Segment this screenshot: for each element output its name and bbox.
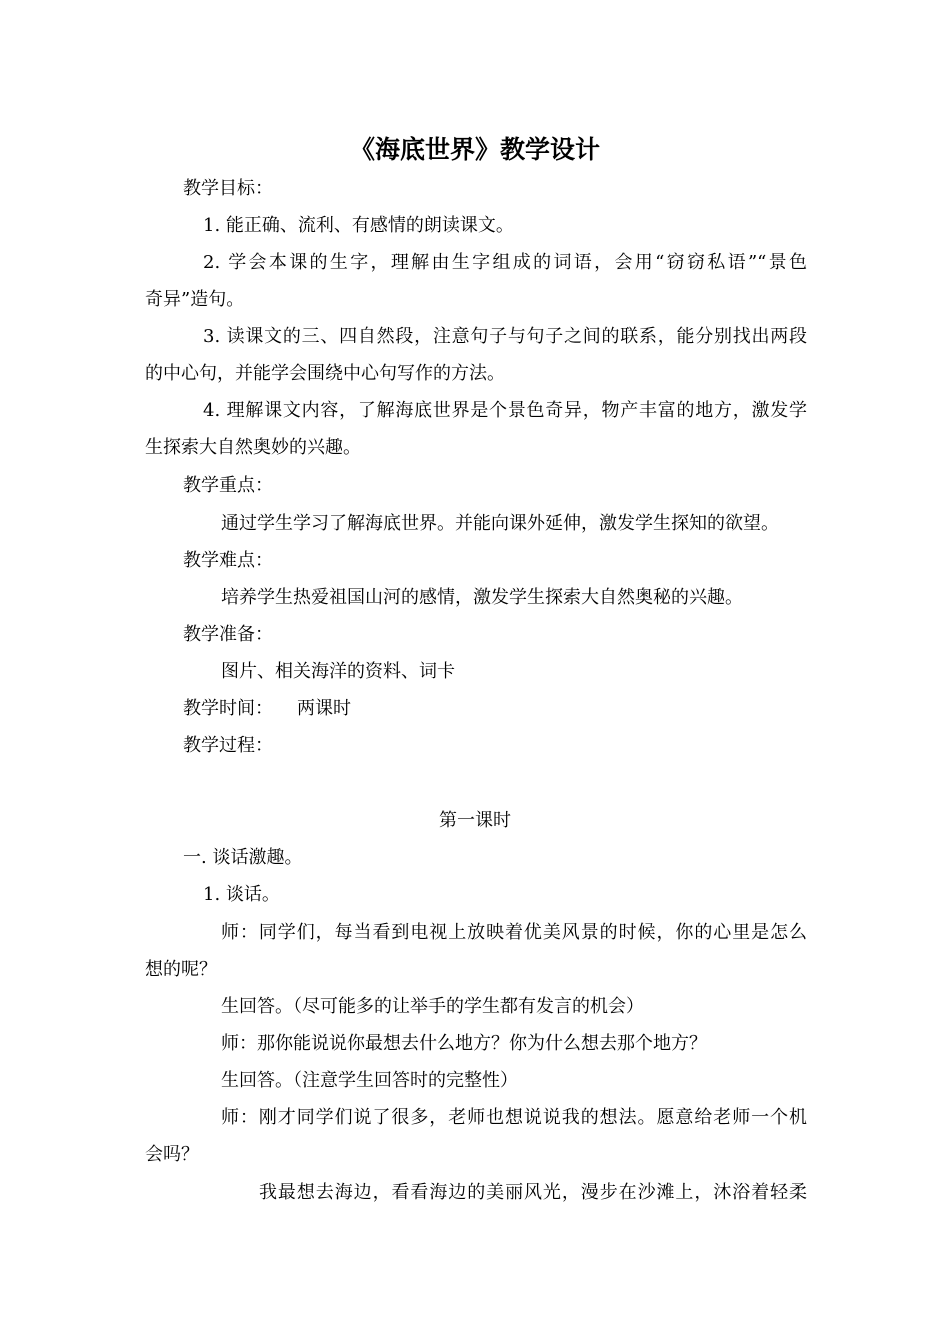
goal-3-line-2: 的中心句，并能学会围绕中心句写作的方法。 [145,363,505,384]
paragraph-6-line-1: 我最想去海边，看看海边的美丽风光，漫步在沙滩上，沐浴着轻柔 [259,1182,807,1203]
time-heading: 教学时间： [183,698,273,719]
prep-heading: 教学准备： [183,624,273,645]
section-1-heading: 一. 谈话激趣。 [183,847,303,868]
time-text: 两课时 [297,698,351,719]
paragraph-4: 生回答。（注意学生回答时的完整性） [221,1070,518,1091]
paragraph-5-line-2: 会吗？ [145,1144,199,1165]
goal-3-line-1: 3. 读课文的三、四自然段，注意句子与句子之间的联系，能分别找出两段 [203,326,807,347]
goal-2-line-2: 奇异”造句。 [145,289,245,310]
document-title: 《海底世界》教学设计 [349,135,600,164]
difficulty-heading: 教学难点： [183,550,273,571]
paragraph-1-line-2: 想的呢？ [145,959,217,980]
goal-4-line-1: 4. 理解课文内容，了解海底世界是个景色奇异，物产丰富的地方，激发学 [203,400,807,421]
prep-text: 图片、相关海洋的资料、词卡 [221,661,455,682]
process-heading: 教学过程： [183,735,273,756]
step-1: 1. 谈话。 [203,884,280,905]
focus-heading: 教学重点： [183,475,273,496]
paragraph-3: 师：那你能说说你最想去什么地方？你为什么想去那个地方？ [221,1033,707,1054]
paragraph-2: 生回答。（尽可能多的让举手的学生都有发言的机会） [221,996,644,1017]
difficulty-text: 培养学生热爱祖国山河的感情，激发学生探索大自然奥秘的兴趣。 [221,587,743,608]
paragraph-5-line-1: 师：刚才同学们说了很多，老师也想说说我的想法。愿意给老师一个机 [221,1107,807,1128]
goals-heading: 教学目标： [183,178,273,199]
goal-1: 1. 能正确、流利、有感情的朗读课文。 [203,215,514,236]
paragraph-1-line-1: 师：同学们，每当看到电视上放映着优美风景的时候，你的心里是怎么 [221,922,807,943]
lesson-1-heading: 第一课时 [439,810,511,831]
goal-4-line-2: 生探索大自然奥妙的兴趣。 [145,437,361,458]
focus-text: 通过学生学习了解海底世界。并能向课外延伸，激发学生探知的欲望。 [221,513,779,534]
goal-2-line-1: 2. 学会本课的生字，理解由生字组成的词语，会用“窃窃私语”“景色 [203,252,807,273]
